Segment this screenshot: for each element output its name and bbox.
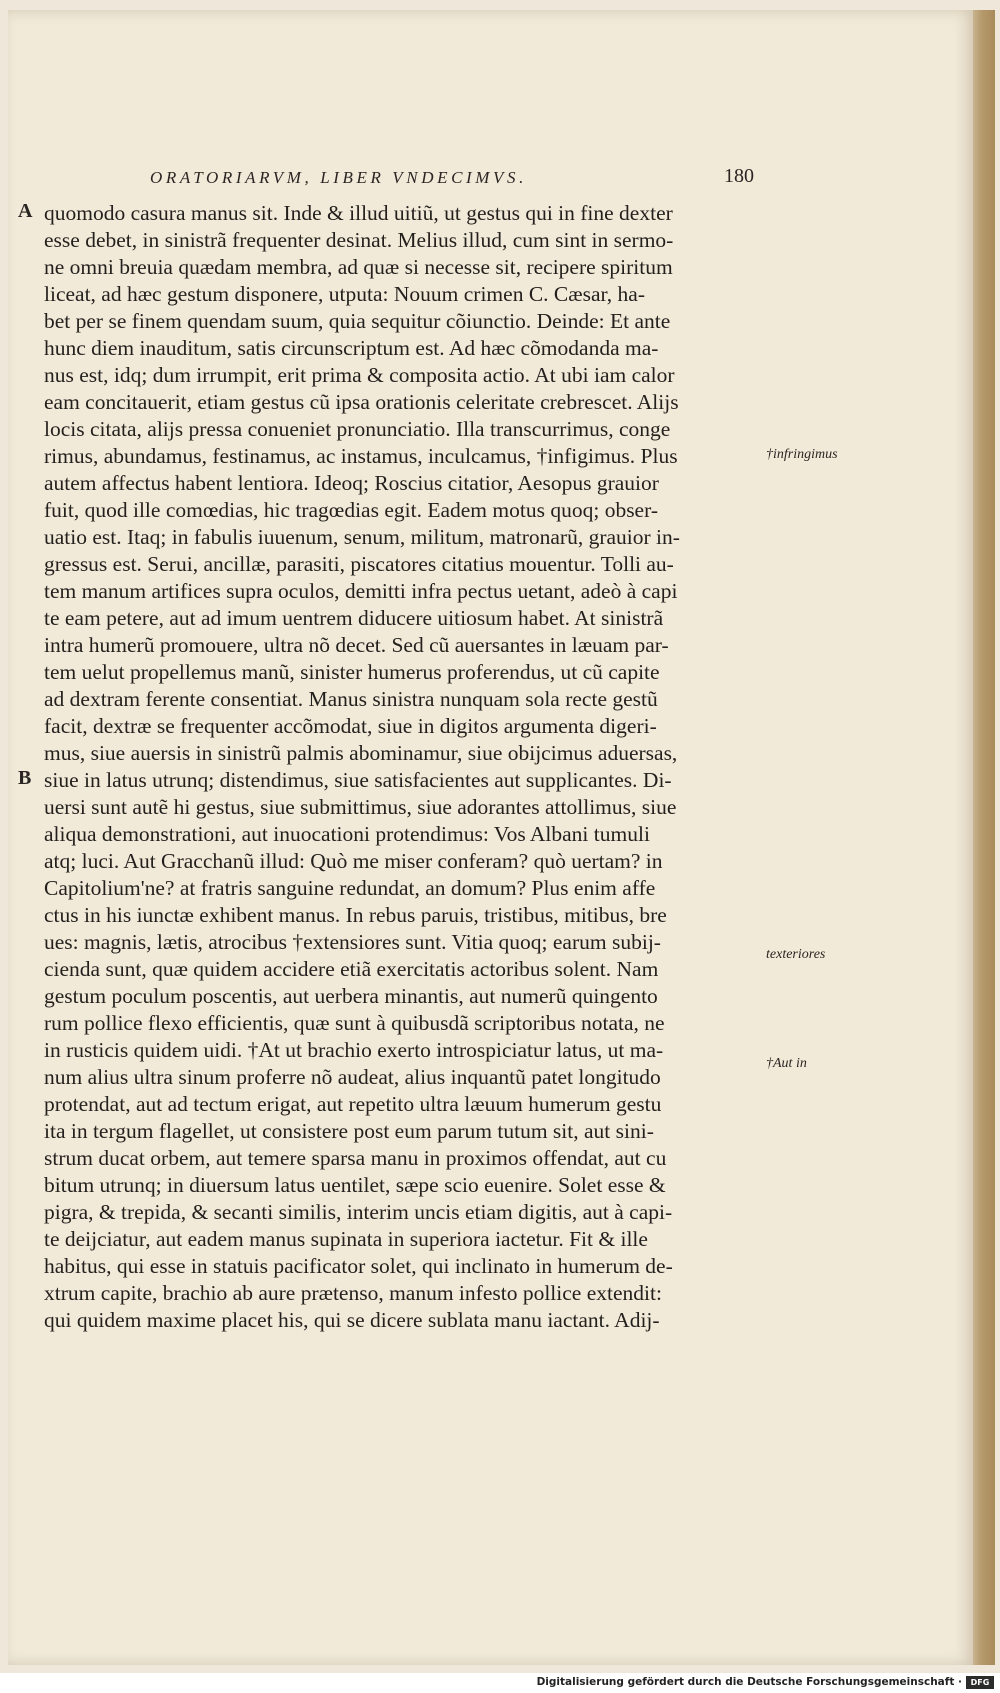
text-line: fuit, quod ille comœdias, hic tragœdias egit. Eadem motus quoq; obser- [44,498,658,522]
page-number: 180 [724,165,754,187]
footer-bar [0,1673,1000,1693]
text-line: eam concitauerit, etiam gestus cũ ipsa orationis celeritate crebrescet. Alijs [44,390,679,414]
text-line: quomodo casura manus sit. Inde & illud uitiũ, ut gestus qui in fine dexter [44,201,673,225]
text-line: habitus, qui esse in statuis pacificator solet, qui inclinato in humerum de- [44,1254,673,1278]
text-line: nus est, idq; dum irrumpit, erit prima & composita actio. At ubi iam calor [44,363,675,387]
section-mark-b: B [18,767,32,789]
text-line: ita in tergum flagellet, ut consistere post eum parum tutum sit, aut sini- [44,1119,654,1143]
text-line: gressus est. Serui, ancillæ, parasiti, piscatores citatius mouentur. Tolli au- [44,552,674,576]
footer-credit: Digitalisierung gefördert durch die Deutsche Forschungsgemeinschaft · [536,1676,962,1688]
text-line: xtrum capite, brachio ab aure prætenso, manum infesto pollice extendit: [44,1281,662,1305]
text-line: qui quidem maxime placet his, qui se dicere sublata manu iactant. Adij- [44,1308,660,1332]
text-line: autem affectus habent lentiora. Ideoq; Roscius citatior, Aesopus grauior [44,471,659,495]
text-line: rum pollice flexo efficientis, quæ sunt à quibusdã scriptoribus notata, ne [44,1011,665,1035]
text-line: num alius ultra sinum proferre nõ audeat, alius inquantũ patet longitudo [44,1065,661,1089]
text-line: liceat, ad hæc gestum disponere, utputa: Nouum crimen C. Cæsar, ha- [44,282,646,306]
text-line: strum ducat orbem, aut temere sparsa manu in proximos offendat, aut cu [44,1146,667,1170]
text-line: tem manum artifices supra oculos, demitti infra pectus uetant, adeò à capi [44,579,678,603]
text-line: te eam petere, aut ad imum uentrem diducere uitiosum habet. At sinistrã [44,606,664,630]
text-line: cienda sunt, quæ quidem accidere etiã exercitatis actoribus solent. Nam [44,957,659,981]
text-line: aliqua demonstrationi, aut inuocationi protendimus: Vos Albani tumuli [44,822,650,846]
text-line: hunc diem inauditum, satis circunscriptum est. Ad hæc cõmodanda ma- [44,336,659,360]
text-line: pigra, & trepida, & secanti similis, interim uncis etiam digitis, aut à capi- [44,1200,673,1224]
text-line: te deijciatur, aut eadem manus supinata in superiora iactetur. Fit & ille [44,1227,648,1251]
text-line: protendat, aut ad tectum erigat, aut repetito ultra læuum humerum gestu [44,1092,662,1116]
margin-note-aut-in: †Aut in [766,1056,807,1071]
text-line: rimus, abundamus, festinamus, ac instamus, inculcamus, †infigimus. Plus [44,444,678,468]
text-line: atq; luci. Aut Gracchanũ illud: Quò me miser conferam? quò uertam? in [44,849,663,873]
section-mark-a: A [18,200,33,222]
text-line: ues: magnis, lætis, atrocibus †extensiores sunt. Vitia quoq; earum subij- [44,930,661,954]
margin-note-infringimus: †infringimus [766,447,838,462]
text-line: uatio est. Itaq; in fabulis iuuenum, senum, militum, matronarũ, grauior in- [44,525,680,549]
text-line: locis citata, alijs pressa conueniet pronunciatio. Illa transcurrimus, conge [44,417,671,441]
text-line: tem uelut propellemus manũ, sinister humerus proferendus, ut cũ capite [44,660,660,684]
text-line: Capitolium'ne? at fratris sanguine redundat, an domum? Plus enim affe [44,876,656,900]
text-line: in rusticis quidem uidi. †At ut brachio exerto introspiciatur latus, ut ma- [44,1038,664,1062]
text-line: intra humerũ promouere, ultra nõ decet. Sed cũ auersantes in læuam par- [44,633,669,657]
text-line: bet per se finem quendam suum, quia sequitur cõiunctio. Deinde: Et ante [44,309,671,333]
dfg-logo: DFG [966,1676,994,1689]
running-head: ORATORIARVM, LIBER VNDECIMVS. [150,168,527,187]
text-line: uersi sunt autẽ hi gestus, siue submittimus, siue adorantes attollimus, siue [44,795,677,819]
margin-note-exteriores: texteriores [766,947,826,962]
text-line: ne omni breuia quædam membra, ad quæ si necesse sit, recipere spiritum [44,255,673,279]
body-text [44,200,764,1334]
text-line: ad dextram ferente consentiat. Manus sinistra nunquam sola recte gestũ [44,687,658,711]
text-line: esse debet, in sinistrã frequenter desinat. Melius illud, cum sint in sermo- [44,228,674,252]
text-line: siue in latus utrunq; distendimus, siue satisfacientes aut supplicantes. Di- [44,768,672,792]
text-line: bitum utrunq; in diuersum latus uentilet, sæpe scio euenire. Solet esse & [44,1173,666,1197]
page-edge [973,10,995,1665]
text-line: facit, dextræ se frequenter accõmodat, siue in digitos argumenta digeri- [44,714,657,738]
text-line: mus, siue auersis in sinistrũ palmis abominamur, siue obijcimus aduersas, [44,741,678,765]
text-line: gestum poculum poscentis, aut uerbera minantis, aut numerũ quingento [44,984,658,1008]
text-line: ctus in his iunctæ exhibent manus. In rebus paruis, tristibus, mitibus, bre [44,903,667,927]
